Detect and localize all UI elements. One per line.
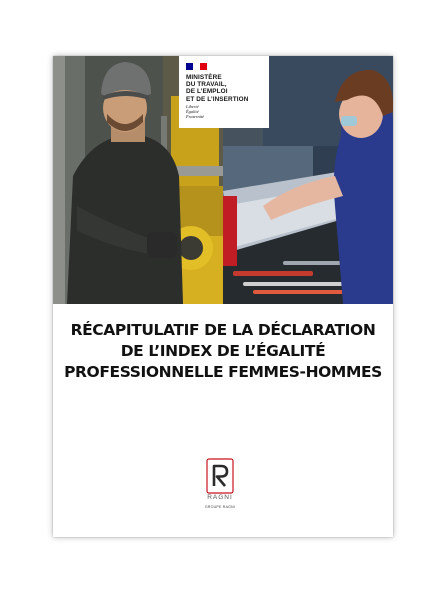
french-flag-icon xyxy=(186,63,207,70)
company-logo xyxy=(200,458,240,516)
document-title xyxy=(61,320,385,383)
ministry-logo xyxy=(179,56,269,128)
ministry-name-line: DU TRAVAIL, xyxy=(186,81,227,89)
motto-line: Liberté xyxy=(186,104,199,109)
brand-group-name: GROUPE RAGNI xyxy=(204,505,236,509)
cover-photo-banner xyxy=(53,56,393,304)
brand-name: RAGNI xyxy=(207,494,233,501)
ministry-name-line: MINISTÈRE xyxy=(186,74,222,81)
title-line: PROFESSIONNELLE FEMMES-HOMMES xyxy=(64,363,382,381)
motto-line: Égalité xyxy=(186,109,199,114)
r-logo-icon xyxy=(206,458,234,494)
document-cover xyxy=(53,56,393,537)
title-line: DE L’INDEX DE L’ÉGALITÉ xyxy=(120,342,326,360)
ministry-name-line: DE L’EMPLOI xyxy=(186,88,228,96)
ministry-name-line: ET DE L’INSERTION xyxy=(186,95,249,103)
title-line: RÉCAPITULATIF DE LA DÉCLARATION xyxy=(70,321,376,339)
republic-motto xyxy=(186,104,246,119)
ministry-name xyxy=(186,74,268,103)
motto-line: Fraternité xyxy=(186,114,205,119)
